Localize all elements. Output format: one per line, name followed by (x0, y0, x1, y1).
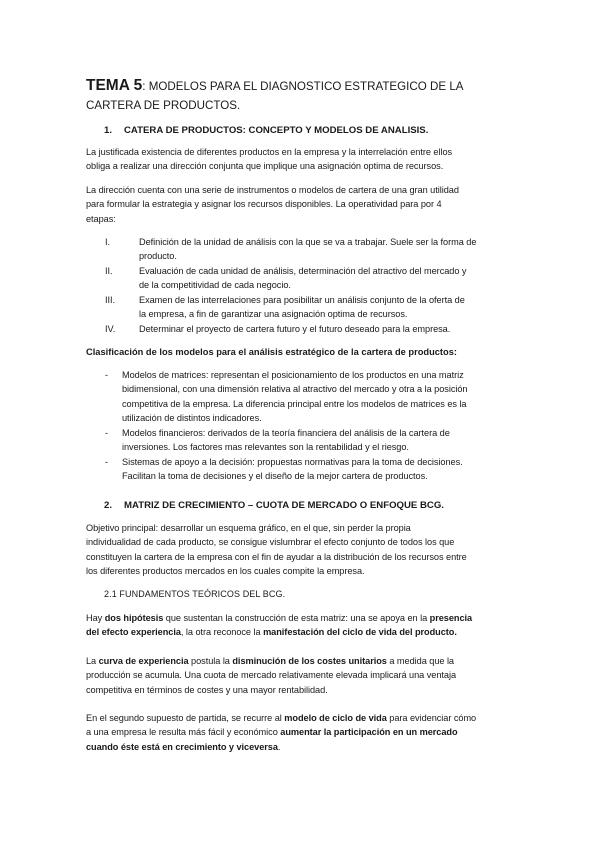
stage-number: II. (105, 266, 113, 276)
text-line: Determinar el proyecto de cartera futuro y el futuro deseado para la empresa. (139, 324, 451, 334)
text-line: bidimensional, con una dimensión relativa al atractivo del mercado y otra a la posición (122, 384, 468, 395)
text-line: individualidad de cada producto, se consigue vislumbrar el efecto conjunto de todos los que (86, 537, 455, 548)
text-line: competitiva en términos de costes y una mayor rentabilidad. (86, 684, 328, 695)
text-run: a medida que la (386, 656, 454, 666)
page-title (86, 76, 516, 115)
text-run: que sustentan la construcción de esta matriz: una se apoya en la (163, 613, 430, 623)
text-line: La justificada existencia de diferentes productos en la empresa y la interrelación entre ellos (86, 147, 453, 157)
text-line: La dirección cuenta con una serie de instrumentos o modelos de cartera de una gran utilidad (86, 185, 459, 195)
bold-run: presencia (429, 613, 473, 623)
text-line: Examen de las interrelaciones para posibilitar un análisis conjunto de la oferta de (139, 295, 465, 305)
title-prefix: TEMA 5 (86, 77, 143, 94)
text-line: Facilitan la toma de decisiones y el diseño de la mejor cartera de productos. (122, 471, 428, 482)
bold-run: curva de experiencia (98, 656, 189, 666)
text-line: constituyen la cartera de la empresa con el fin de ayudar a la distribución de los recursos entre (86, 551, 467, 562)
section1-number: 1. (104, 125, 113, 136)
text-line: la empresa, a fin de garantizar una asignación optima de recursos. (139, 309, 408, 320)
model-item (122, 368, 467, 426)
text-line: competitiva de la empresa. La diferencia principal entre los modelos de matrices es la (122, 398, 467, 409)
model-item (122, 455, 463, 484)
text-line: Evaluación de cada unidad de análisis, determinación del atractivo del mercado y (139, 266, 467, 276)
stage-number: IV. (105, 324, 116, 334)
text-run: La (86, 656, 99, 666)
text-line: etapas: (86, 213, 116, 224)
text-line: Modelos financieros: derivados de la teoría financiera del análisis de la cartera de (122, 428, 450, 438)
text-run: a una empresa le resulta más fácil y económico (86, 727, 281, 738)
bold-run: aumentar la participación en un mercado (280, 727, 458, 738)
text-line: inversiones. Los factores mas relevantes son la rentabilidad y el riesgo. (122, 442, 409, 453)
text-line (86, 611, 516, 625)
bold-run: modelo de ciclo de vida (284, 713, 387, 723)
bullet: - (105, 428, 109, 438)
stage-item (139, 322, 450, 336)
section1-heading (104, 124, 428, 138)
text-run: Hay (86, 613, 105, 623)
title-line1: : MODELOS PARA EL DIAGNOSTICO ESTRATEGICO DE LA (142, 80, 464, 93)
text-run: En el segundo supuesto de partida, se recurre al (86, 713, 285, 723)
text-line: utilización de distintos indicadores. (122, 413, 262, 424)
bullet: - (105, 457, 109, 467)
stage-item (139, 235, 476, 264)
bold-run: dos hipótesis (104, 613, 164, 623)
experience-curve-paragraph (86, 654, 516, 697)
text-line: Objetivo principal: desarrollar un esquema gráfico, en el que, sin perder la propia (86, 523, 411, 533)
text-line: Definición de la unidad de análisis con la que se va a trabajar. Suele ser la forma de (139, 237, 477, 247)
classification-heading: Clasificación de los modelos para el análisis estratégico de la cartera de productos: (86, 347, 457, 357)
model-item (122, 426, 450, 455)
text-run: postula la (188, 656, 233, 666)
bold-run: cuando éste está en crecimiento y viceversa (86, 741, 278, 752)
stage-number: III. (105, 295, 116, 305)
stage-item (139, 293, 465, 322)
bullet: - (105, 370, 109, 380)
text-line (86, 625, 516, 639)
text-line: Sistemas de apoyo a la decisión: propuestas normativas para la toma de decisiones. (122, 457, 463, 467)
text-line: para formular la estrategia y asignar los recursos disponibles. La operatividad para por 4 (86, 199, 442, 210)
text-line (86, 725, 516, 739)
text-run: , la otra reconoce la (180, 627, 264, 638)
text-line: los diferentes productos mercados en los cuales compite la empresa. (86, 566, 365, 577)
section1-paragraph1 (86, 145, 516, 174)
stage-number: I. (105, 237, 111, 247)
section1-title: CATERA DE PRODUCTOS: CONCEPTO Y MODELOS DE ANALISIS. (124, 125, 429, 136)
section2-number: 2. (104, 500, 113, 511)
text-line (86, 654, 516, 668)
text-line (86, 740, 516, 754)
objective-paragraph (86, 521, 516, 579)
bold-run: manifestación del ciclo de vida del producto. (263, 627, 457, 638)
hypotheses-paragraph (86, 611, 516, 640)
text-line: producto. (139, 251, 177, 262)
title-line2: CARTERA DE PRODUCTOS. (86, 99, 241, 112)
text-line: Modelos de matrices: representan el posicionamiento de los productos en una matriz (122, 370, 464, 380)
section1-paragraph2 (86, 183, 516, 226)
text-line: de la competitividad de cada negocio. (139, 280, 291, 291)
text-run: . (277, 741, 281, 752)
text-run: para evidenciar cómo (386, 713, 477, 723)
section2-heading (104, 499, 444, 513)
section2-title: MATRIZ DE CRECIMIENTO – CUOTA DE MERCADO O ENFOQUE BCG. (124, 500, 444, 511)
text-line (86, 711, 516, 725)
text-line: obliga a realizar una dirección conjunta que implique una asignación optima de recursos. (86, 161, 444, 172)
subsection-heading: 2.1 FUNDAMENTOS TEÓRICOS DEL BCG. (104, 589, 286, 599)
bold-run: disminución de los costes unitarios (232, 656, 387, 666)
bold-run: del efecto experiencia (86, 627, 181, 638)
text-line: producción se acumula. Una cuota de mercado relativamente elevada implicará una ventaja (86, 670, 457, 681)
life-cycle-paragraph (86, 711, 516, 754)
stage-item (139, 264, 466, 293)
